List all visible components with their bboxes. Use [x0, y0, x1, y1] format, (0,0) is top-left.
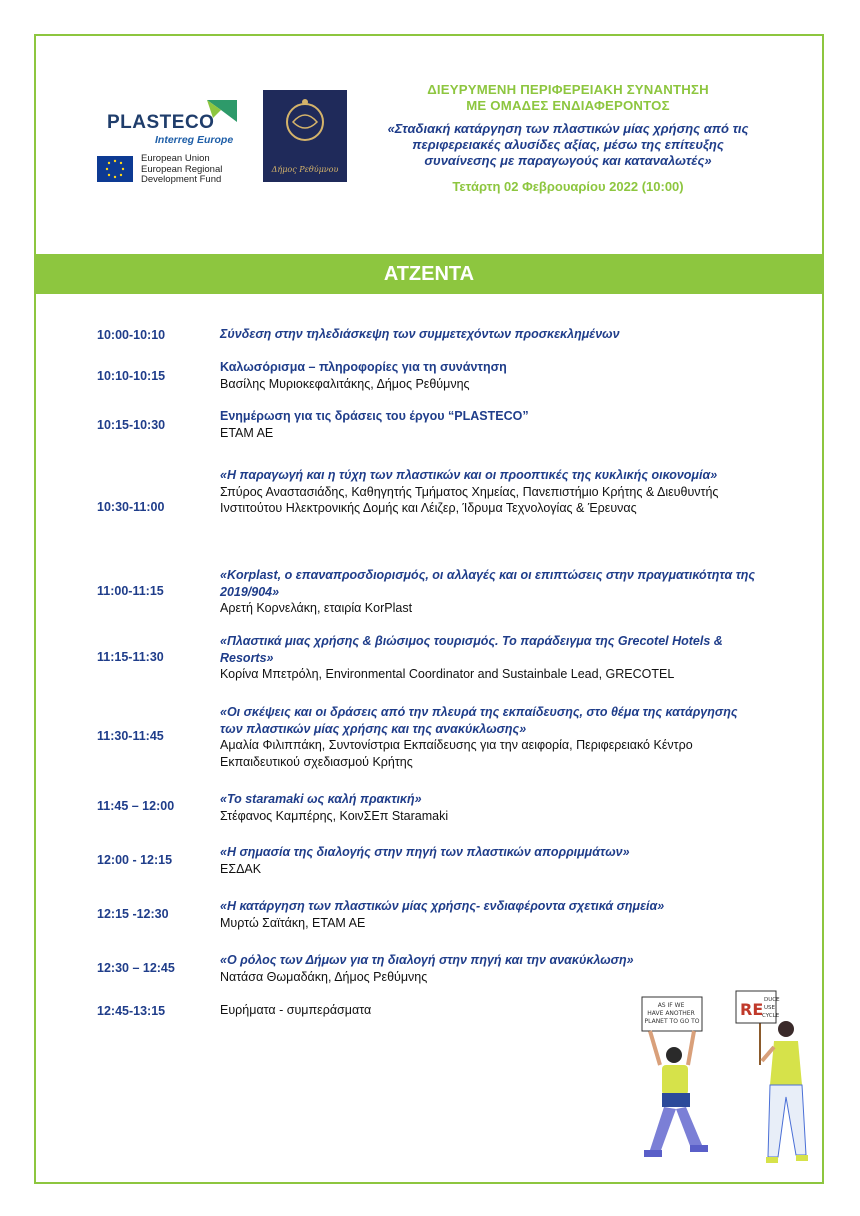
sign2-use: USE [764, 1005, 775, 1011]
sign2-re: RE [740, 1000, 764, 1019]
municipality-signature: Δήμος Ρεθύμνου [271, 165, 339, 174]
agenda-title: Καλωσόρισμα – πληροφορίες για τη συνάντηση [220, 360, 507, 374]
meeting-title-line1: ΔΙΕΥΡΥΜΕΝΗ ΠΕΡΙΦΕΡΕΙΑΚΗ ΣΥΝΑΝΤΗΣΗ [427, 82, 709, 97]
plasteco-name: PLASTECO [107, 112, 215, 133]
agenda-title: «Οι σκέψεις και οι δράσεις από την πλευρά της εκπαίδευσης, στο θέμα της κατάργησης των πλαστικών μίας χρήσης και της ανακύκλωσης» [220, 705, 738, 736]
eu-line1: European Union [141, 153, 210, 164]
agenda-time: 12:15 -12:30 [97, 907, 169, 921]
agenda-speaker: ΕΣΔΑΚ [220, 861, 262, 876]
plasteco-sub: Interreg Europe [155, 134, 234, 146]
agenda-time: 12:00 - 12:15 [97, 853, 173, 867]
agenda-speaker: Κορίνα Μπετρόλη, Environmental Coordinator and Sustainbale Lead, GRECOTEL [220, 667, 675, 681]
agenda-time: 10:00-10:10 [97, 328, 166, 342]
meeting-date: Τετάρτη 02 Φεβρουαρίου 2022 (10:00) [452, 179, 684, 194]
agenda-time: 11:30-11:45 [97, 729, 164, 743]
agenda-speaker: Αμαλία Φιλιππάκη, Συντονίστρια Εκπαίδευσης για την αειφορία, Περιφερειακό Κέντρο Εκπαιδευτικού σχεδιασμού Κρήτης [220, 738, 693, 769]
agenda-speaker: Μυρτώ Σαϊτάκη, ΕΤΑΜ ΑΕ [220, 915, 366, 930]
agenda-speaker: Σπύρος Αναστασιάδης, Καθηγητής Τμήματος Χημείας, Πανεπιστήμιο Κρήτης & Διευθυντής Ινστιτούτου Ηλεκτρονικής Δομής και Λέιζερ, Ίδρυμα Τεχνολογίας & Έρευνας [220, 484, 719, 515]
eu-line3: Development Fund [141, 174, 222, 185]
agenda-speaker: Αρετή Κορνελάκη, εταιρία KorPlast [220, 601, 413, 615]
agenda-time: 11:45 – 12:00 [97, 799, 175, 813]
agenda-title: «Η παραγωγή και η τύχη των πλαστικών και οι προοπτικές της κυκλικής οικονομία» [220, 468, 718, 482]
agenda-time: 10:15-10:30 [97, 418, 166, 432]
agenda-title: «Korplast, ο επαναπροσδιορισμός, οι αλλαγές και οι επιπτώσεις στην πραγματικότητα της 2019/904» [220, 568, 756, 599]
agenda-speaker: Στέφανος Καμπέρης, ΚοινΣΕπ Staramaki [220, 808, 449, 823]
sign2-duce: DUCE [764, 997, 780, 1003]
agenda-title: Ευρήματα - συμπεράσματα [220, 1003, 372, 1017]
agenda-title: «Πλαστικά μιας χρήσης & βιώσιμος τουρισμός. Το παράδειγμα της Grecotel Hotels & Resorts» [220, 634, 723, 665]
agenda-time: 11:00-11:15 [97, 584, 164, 598]
agenda-speaker: ΕΤΑΜ ΑΕ [220, 425, 274, 440]
sign2-cycle: CYCLE [762, 1013, 780, 1019]
agenda-time: 11:15-11:30 [97, 650, 164, 664]
eu-line2: European Regional [141, 163, 223, 175]
meeting-title-line2: ΜΕ ΟΜΑΔΕΣ ΕΝΔΙΑΦΕΡΟΝΤΟΣ [466, 98, 670, 113]
agenda-time: 10:30-11:00 [97, 500, 165, 514]
protest-illustration [590, 985, 820, 1180]
agenda-title: Ενημέρωση για τις δράσεις του έργου “PLASTECO” [220, 409, 529, 423]
agenda-title: «Η κατάργηση των πλαστικών μίας χρήσης- ενδιαφέροντα σχετικά σημεία» [220, 899, 665, 913]
agenda-banner: ΑΤΖΕΝΤΑ [34, 254, 824, 294]
sign1-text: AS IF WE HAVE ANOTHER PLANET TO GO TO [644, 1002, 700, 1025]
agenda-title: «Ο ρόλος των Δήμων για τη διαλογή στην πηγή και την ανακύκλωση» [220, 953, 634, 967]
agenda-title: Σύνδεση στην τηλεδιάσκεψη των συμμετεχόντων προσκεκλημένων [220, 327, 620, 341]
agenda-time: 12:45-13:15 [97, 1004, 166, 1018]
agenda-title: «Το staramaki ως καλή πρακτική» [220, 792, 422, 806]
agenda-speaker: Νατάσα Θωμαδάκη, Δήμος Ρεθύμνης [220, 969, 428, 984]
agenda-time: 10:10-10:15 [97, 369, 166, 383]
meeting-subtitle: «Σταδιακή κατάργηση των πλαστικών μίας χρήσης από τις περιφερειακές αλυσίδες αξίας, μέσω της επίτευξης συναίνεσης με παραγωγούς και καταναλωτές» [387, 121, 749, 168]
agenda-title: «Η σημασία της διαλογής στην πηγή των πλαστικών απορριμμάτων» [220, 845, 630, 859]
agenda-time: 12:30 – 12:45 [97, 961, 175, 975]
agenda-speaker: Βασίλης Μυριοκεφαλιτάκης, Δήμος Ρεθύμνης [220, 376, 470, 391]
